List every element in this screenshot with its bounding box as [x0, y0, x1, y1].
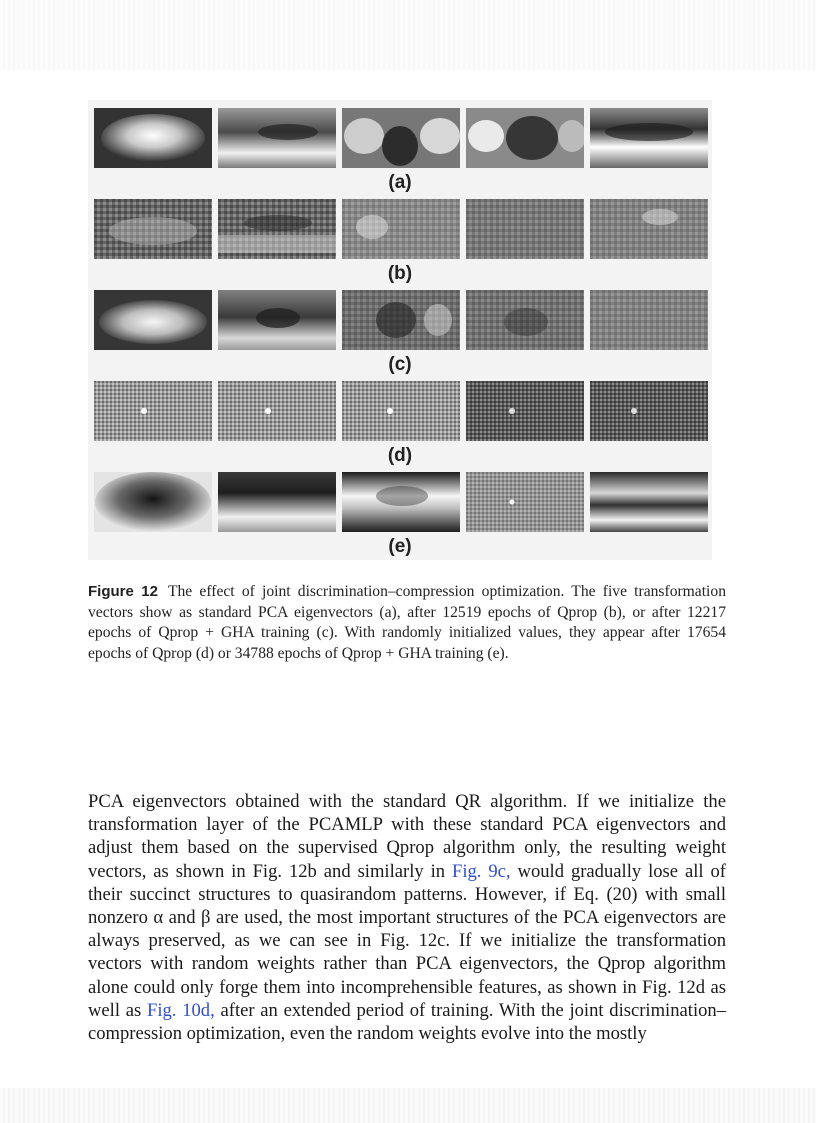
- eigenvector-image: [218, 199, 336, 259]
- row-label-a: (a): [388, 172, 412, 193]
- figure-9c-link[interactable]: Fig. 9c,: [452, 860, 511, 882]
- eigenvector-image: [466, 290, 584, 350]
- eigenvector-image: [466, 381, 584, 441]
- row-label-b: (b): [387, 263, 413, 284]
- eigenvector-image: [342, 472, 460, 532]
- eigenvector-image: [342, 381, 460, 441]
- figure-caption-text: The effect of joint discrimination–compression optimization. The five transformation vectors show as standard PCA eigenvectors (a), after 12519 epochs of Qprop (b), or after 12217 epochs of Qprop + GHA training (c). With randomly initialized values, they appear after 17654 epochs of Qprop (d) or 34788 epochs of Qprop + GHA training (e).: [88, 583, 726, 662]
- eigenvector-image: [218, 290, 336, 350]
- eigenvector-image: [218, 472, 336, 532]
- eigenvector-image: [466, 108, 584, 168]
- eigenvector-image: [94, 290, 212, 350]
- eigenvector-image: [342, 199, 460, 259]
- body-text-part-2: would gradually lose all of their succinct structures to quasirandom patterns. However, if Eq. (20) with small nonzero α and β are used, the most important structures of the PCA eigenvectors are always preserved, as we can see in Fig. 12c. If we initialize the transformation vectors with random weights rather than PCA eigenvectors, the Qprop algorithm alone could only forge them into incomprehensible features, as shown in Fig. 12d as well as: [88, 860, 726, 1021]
- eigenvector-image: [218, 108, 336, 168]
- eigenvector-image: [342, 108, 460, 168]
- eigenvector-image: [342, 290, 460, 350]
- figure-row-a: [92, 108, 712, 168]
- figure-caption: [88, 582, 726, 664]
- eigenvector-image: [590, 290, 708, 350]
- figure-row-c: [92, 290, 712, 350]
- figure-row-d: [92, 381, 712, 441]
- body-paragraph: [88, 790, 726, 1045]
- row-label-c: (c): [388, 354, 412, 375]
- eigenvector-image: [94, 472, 212, 532]
- body-text-part-1: PCA eigenvectors obtained with the standard QR algorithm. If we initialize the transformation layer of the PCAMLP with these standard PCA eigenvectors and adjust them based on the supervised Qprop algorithm only, the resulting weight vectors, as shown in Fig. 12b and similarly in: [88, 791, 726, 882]
- eigenvector-image: [94, 108, 212, 168]
- figure-caption-label: Figure 12: [88, 583, 158, 600]
- figure-12: [88, 100, 712, 560]
- eigenvector-image: [94, 199, 212, 259]
- eigenvector-image: [94, 381, 212, 441]
- body-text-part-3: after an extended period of training. With the joint discrimination–compression optimization, even the random weights evolve into the mostly: [88, 999, 726, 1045]
- row-label-e: (e): [388, 536, 412, 557]
- eigenvector-image: [466, 199, 584, 259]
- scan-artifact-bottom: [0, 1088, 816, 1123]
- eigenvector-image: [590, 108, 708, 168]
- eigenvector-image: [590, 381, 708, 441]
- eigenvector-image: [590, 199, 708, 259]
- eigenvector-image: [590, 472, 708, 532]
- figure-10d-link[interactable]: Fig. 10d,: [147, 999, 215, 1021]
- scan-artifact-top: [0, 0, 816, 70]
- eigenvector-image: [466, 472, 584, 532]
- eigenvector-image: [218, 381, 336, 441]
- row-label-d: (d): [387, 445, 413, 466]
- figure-row-b: [92, 199, 712, 259]
- figure-row-e: [92, 472, 712, 532]
